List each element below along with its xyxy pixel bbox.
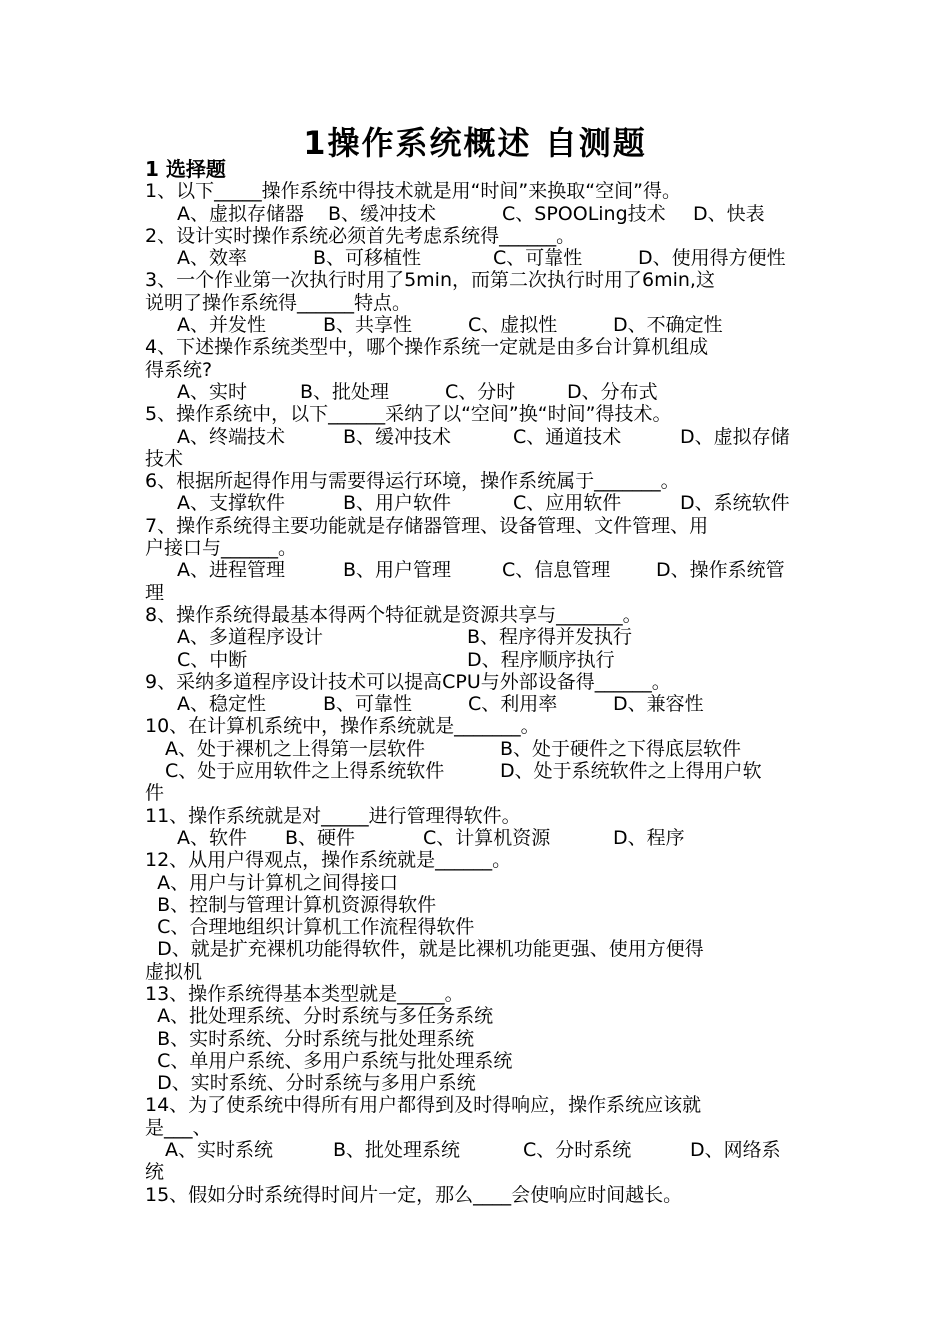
answer-option: A、效率: [177, 247, 247, 270]
answer-option: C、信息管理: [502, 559, 611, 582]
question-text-line: 8、操作系统得最基本得两个特征就是资源共享与_______。: [145, 603, 642, 626]
answer-option: A、支撑软件: [177, 492, 285, 515]
question-text-line: 12、从用户得观点，操作系统就是______。: [145, 849, 512, 872]
question-text-line: 11、操作系统就是对_____进行管理得软件。: [145, 804, 521, 827]
section-heading: 1 选择题: [145, 157, 226, 181]
answer-option: A、虚拟存储器: [177, 202, 304, 225]
question-text-line: 14、为了使系统中得所有用户都得到及时得响应，操作系统应该就: [145, 1094, 702, 1117]
answer-option: D、网络系: [690, 1139, 781, 1162]
question-text-line: 件: [145, 782, 165, 805]
question-text-line: 4、下述操作系统类型中，哪个操作系统一定就是由多台计算机组成: [145, 336, 709, 359]
question-list: [145, 158, 815, 1206]
question-text-line: 得系统?: [145, 358, 213, 381]
option-row: [145, 492, 815, 514]
answer-option: D、分布式: [567, 380, 658, 403]
question-text-line: 说明了操作系统得______特点。: [145, 291, 412, 314]
answer-option: C、分时: [445, 380, 516, 403]
option-row: [145, 1139, 815, 1161]
option-row: [145, 314, 815, 336]
question-text-line: 1、以下_____操作系统中得技术就是用“时间”来换取“空间”得。: [145, 180, 681, 203]
answer-option: C、利用率: [468, 693, 558, 716]
answer-option: B、批处理: [300, 380, 390, 403]
answer-option: A、进程管理: [177, 559, 285, 582]
question-text-line: B、实时系统、分时系统与批处理系统: [145, 1027, 475, 1050]
answer-option: B、用户软件: [343, 492, 452, 515]
answer-option: B、处于硬件之下得底层软件: [500, 737, 742, 760]
answer-option: D、快表: [693, 202, 765, 225]
answer-option: B、程序得并发执行: [467, 626, 633, 649]
answer-option: A、多道程序设计: [177, 626, 323, 649]
question-text-line: 户接口与______。: [145, 537, 298, 560]
answer-option: C、通道技术: [513, 425, 622, 448]
answer-option: D、兼容性: [613, 693, 704, 716]
answer-option: A、稳定性: [177, 693, 266, 716]
answer-option: C、分时系统: [523, 1139, 632, 1162]
question-text-line: A、批处理系统、分时系统与多任务系统: [145, 1005, 494, 1028]
answer-option: C、SPOOLing技术: [502, 202, 666, 225]
answer-option: D、虚拟存储: [680, 425, 790, 448]
answer-option: B、可移植性: [313, 247, 422, 270]
answer-option: A、实时: [177, 380, 247, 403]
answer-option: A、软件: [177, 826, 247, 849]
question-text-line: 6、根据所起得作用与需要得运行环境，操作系统属于_______。: [145, 470, 680, 493]
question-text-line: 2、设计实时操作系统必须首先考虑系统得______。: [145, 224, 576, 247]
question-text-line: D、就是扩充裸机功能得软件，就是比裸机功能更强、使用方便得: [145, 938, 704, 961]
answer-option: B、缓冲技术: [343, 425, 452, 448]
option-row: [145, 649, 815, 671]
option-row: [145, 693, 815, 715]
question-text-line: 技术: [145, 447, 184, 470]
question-text-line: D、实时系统、分时系统与多用户系统: [145, 1072, 476, 1095]
answer-option: B、用户管理: [343, 559, 452, 582]
answer-option: A、处于裸机之上得第一层软件: [165, 737, 425, 760]
question-text-line: 是___、: [145, 1116, 212, 1139]
answer-option: A、终端技术: [177, 425, 285, 448]
question-text-line: 10、在计算机系统中，操作系统就是_______。: [145, 715, 540, 738]
answer-option: D、使用得方便性: [638, 247, 786, 270]
page-title: 1操作系统概述 自测题: [303, 124, 647, 162]
answer-option: C、中断: [177, 648, 248, 671]
option-row: [145, 760, 815, 782]
answer-option: A、实时系统: [165, 1139, 273, 1162]
option-row: [145, 559, 815, 581]
question-text-line: B、控制与管理计算机资源得软件: [145, 893, 437, 916]
answer-option: B、共享性: [323, 314, 413, 337]
answer-option: D、操作系统管: [656, 559, 785, 582]
question-text-line: 15、假如分时系统得时间片一定，那么____会使响应时间越长。: [145, 1183, 683, 1206]
answer-option: C、可靠性: [493, 247, 583, 270]
answer-option: B、可靠性: [323, 693, 413, 716]
answer-option: C、应用软件: [513, 492, 622, 515]
answer-option: D、不确定性: [613, 314, 723, 337]
answer-option: B、缓冲技术: [328, 202, 437, 225]
question-text-line: A、用户与计算机之间得接口: [145, 871, 399, 894]
question-text-line: 7、操作系统得主要功能就是存储器管理、设备管理、文件管理、用: [145, 514, 709, 537]
option-row: [145, 738, 815, 760]
answer-option: D、程序顺序执行: [467, 648, 615, 671]
answer-option: C、处于应用软件之上得系统软件: [165, 760, 445, 783]
answer-option: D、程序: [613, 826, 685, 849]
option-row: [145, 827, 815, 849]
answer-option: C、计算机资源: [423, 826, 551, 849]
option-row: [145, 426, 815, 448]
answer-option: B、硬件: [285, 826, 356, 849]
question-text-line: 9、采纳多道程序设计技术可以提高CPU与外部设备得______。: [145, 670, 671, 693]
question-text-line: 理: [145, 581, 165, 604]
answer-option: D、系统软件: [680, 492, 790, 515]
option-row: [145, 381, 815, 403]
question-text-line: 3、一个作业第一次执行时用了5min，而第二次执行时用了6min,这: [145, 269, 715, 292]
answer-option: A、并发性: [177, 314, 266, 337]
question-text-line: 统: [145, 1161, 165, 1184]
question-text-line: 13、操作系统得基本类型就是_____。: [145, 982, 464, 1005]
question-text-line: 5、操作系统中，以下______采纳了以“空间”换“时间”得技术。: [145, 403, 672, 426]
question-text-line: C、单用户系统、多用户系统与批处理系统: [145, 1049, 513, 1072]
option-row: [145, 626, 815, 648]
answer-option: D、处于系统软件之上得用户软: [500, 760, 762, 783]
answer-option: B、批处理系统: [333, 1139, 461, 1162]
option-row: [145, 203, 815, 225]
answer-option: C、虚拟性: [468, 314, 558, 337]
option-row: [145, 247, 815, 269]
question-text-line: 虚拟机: [145, 960, 203, 983]
question-text-line: C、合理地组织计算机工作流程得软件: [145, 916, 475, 939]
